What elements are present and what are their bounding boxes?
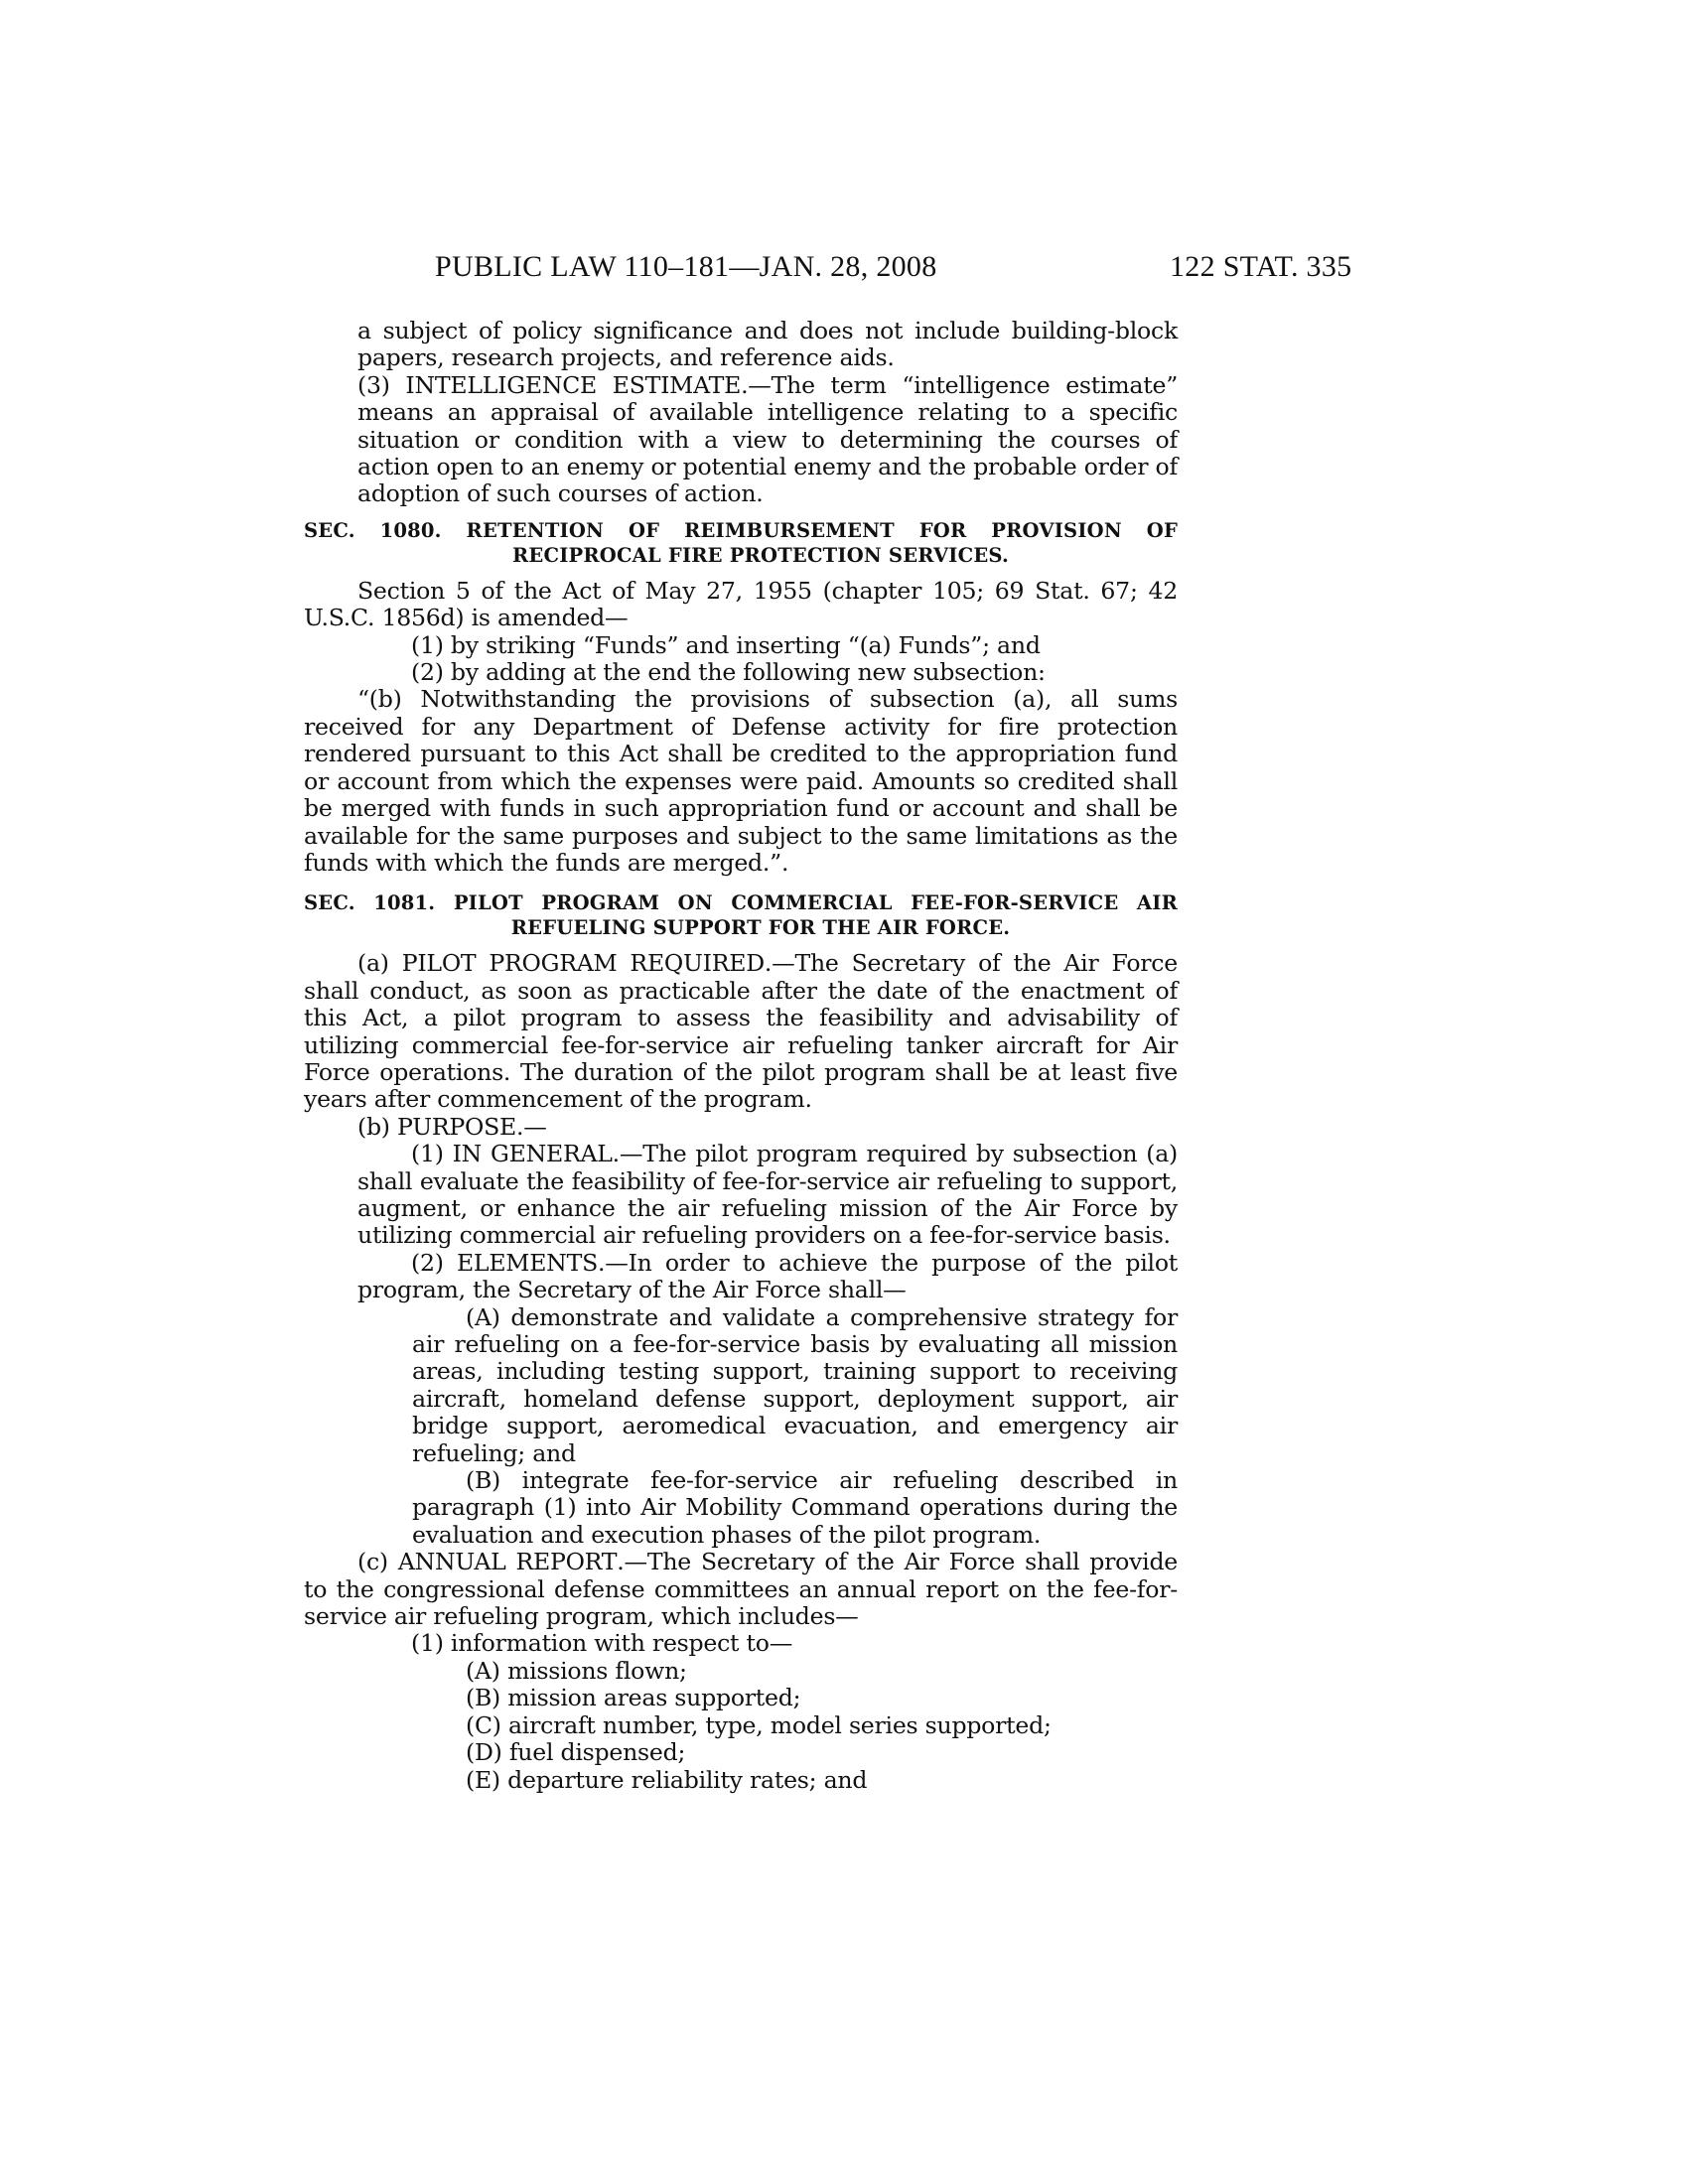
section-1080-quoted-subsection: “(b) Notwithstanding the provisions of subsection (a), all sums received for any Department of Defense activity for fire protection rendered pursuant to this Act shall be credited to the appropriation fund or account from which the expenses were paid. Amounts so credited shall be merged with funds in such appropriation fund or account and shall be available for the same purposes and subject to the same limitations as the funds with which the funds are merged.”.	[304, 685, 1178, 877]
statute-page-number: 122 STAT. 335	[1170, 250, 1352, 283]
subsection-number: (b)	[357, 1112, 398, 1141]
paragraph-b2	[304, 1250, 1178, 1304]
subsection-number: (a)	[357, 949, 402, 978]
paragraph-heading: INTELLIGENCE ESTIMATE	[405, 370, 742, 399]
paragraph-continuation: a subject of policy significance and does not include building-block papers, research projects, and reference aids.	[357, 317, 1178, 372]
section-heading-line: SEC. 1081. PILOT PROGRAM ON COMMERCIAL FEE-FOR-SERVICE AIR	[304, 891, 1178, 915]
section-1080-item-2: (2) by adding at the end the following new subsection:	[411, 658, 1046, 687]
running-title: PUBLIC LAW 110–181—JAN. 28, 2008	[435, 250, 937, 283]
subsection-heading: PURPOSE	[397, 1112, 516, 1141]
subsection-a	[304, 950, 1178, 1113]
subparagraph-b2-A: (A) demonstrate and validate a comprehensive strategy for air refueling on a fee-for-service basis by evaluating all mission areas, including testing support, training support to receiving aircraft, homeland defense support, deployment support, air bridge support, aeromedical evacuation, and emergency air refueling; and	[412, 1302, 1178, 1467]
subsection-heading: ANNUAL REPORT	[397, 1548, 618, 1576]
list-item: (D) fuel dispensed;	[466, 1738, 686, 1767]
paragraph-text: .—The pilot program required by subsection (a) shall evaluate the feasibility of fee-for-service air refueling to support, augment, or enhance the air refueling mission of the Air Force by utilizing commercial air refueling providers on a fee-for-service basis.	[357, 1140, 1179, 1250]
paragraph-number: (2)	[411, 1248, 457, 1277]
page-header	[0, 250, 1688, 290]
list-item: (B) mission areas supported;	[466, 1684, 801, 1712]
subsection-number: (c)	[357, 1548, 398, 1576]
list-item: (C) aircraft number, type, model series supported;	[466, 1710, 1052, 1739]
section-1080-item-1: (1) by striking “Funds” and inserting “(a) Funds”; and	[411, 630, 1041, 659]
paragraph-b1	[304, 1141, 1178, 1250]
subsection-c	[304, 1549, 1178, 1630]
section-heading-line: RECIPROCAL FIRE PROTECTION SERVICES.	[512, 543, 1009, 567]
page-body	[304, 318, 1178, 1794]
paragraph-number: (1)	[411, 1140, 453, 1168]
paragraph-intelligence-estimate	[304, 372, 1178, 508]
paragraph-text: .—In order to achieve the purpose of the pilot program, the Secretary of the Air Force shall—	[357, 1248, 1179, 1304]
paragraph-heading: ELEMENTS	[456, 1248, 598, 1277]
paragraph-c1: (1) information with respect to—	[411, 1629, 793, 1658]
section-heading-line: REFUELING SUPPORT FOR THE AIR FORCE.	[510, 916, 1011, 940]
subsection-b	[304, 1114, 1178, 1141]
section-heading-1081	[304, 890, 1178, 940]
section-heading-1080	[304, 518, 1178, 568]
section-1080-intro: Section 5 of the Act of May 27, 1955 (chapter 105; 69 Stat. 67; 42 U.S.C. 1856d) is amended—	[304, 576, 1178, 632]
subsection-heading: PILOT PROGRAM REQUIRED	[401, 949, 765, 978]
subsection-dash: .—	[515, 1112, 547, 1141]
list-item: (A) missions flown;	[466, 1656, 687, 1685]
subsection-text: .—The Secretary of the Air Force shall conduct, as soon as practicable after the date of the enactment of this Act, a pilot program to assess the feasibility and advisability of utilizing commercial fee-for-service air refueling tanker aircraft for Air Force operations. The duration of the pilot program shall be at least five years after commencement of the program.	[304, 949, 1178, 1114]
section-heading-line: SEC. 1080. RETENTION OF REIMBURSEMENT FOR PROVISION OF	[304, 518, 1178, 542]
paragraph-heading: IN GENERAL	[452, 1140, 613, 1168]
paragraph-number: (3)	[357, 370, 406, 399]
subsection-text: .—The Secretary of the Air Force shall provide to the congressional defense committees an annual report on the fee-for-service air refueling program, which includes—	[304, 1548, 1179, 1631]
subparagraph-b2-B: (B) integrate fee-for-service air refueling described in paragraph (1) into Air Mobility Command operations during the evaluation and execution phases of the pilot program.	[412, 1466, 1178, 1549]
paragraph-text: .—The term “intelligence estimate” means an appraisal of available intelligence relating to a specific situation or condition with a view to determining the courses of action open to an enemy or potential enemy and the probable order of adoption of such courses of action.	[357, 370, 1179, 508]
list-item: (E) departure reliability rates; and	[466, 1765, 868, 1794]
